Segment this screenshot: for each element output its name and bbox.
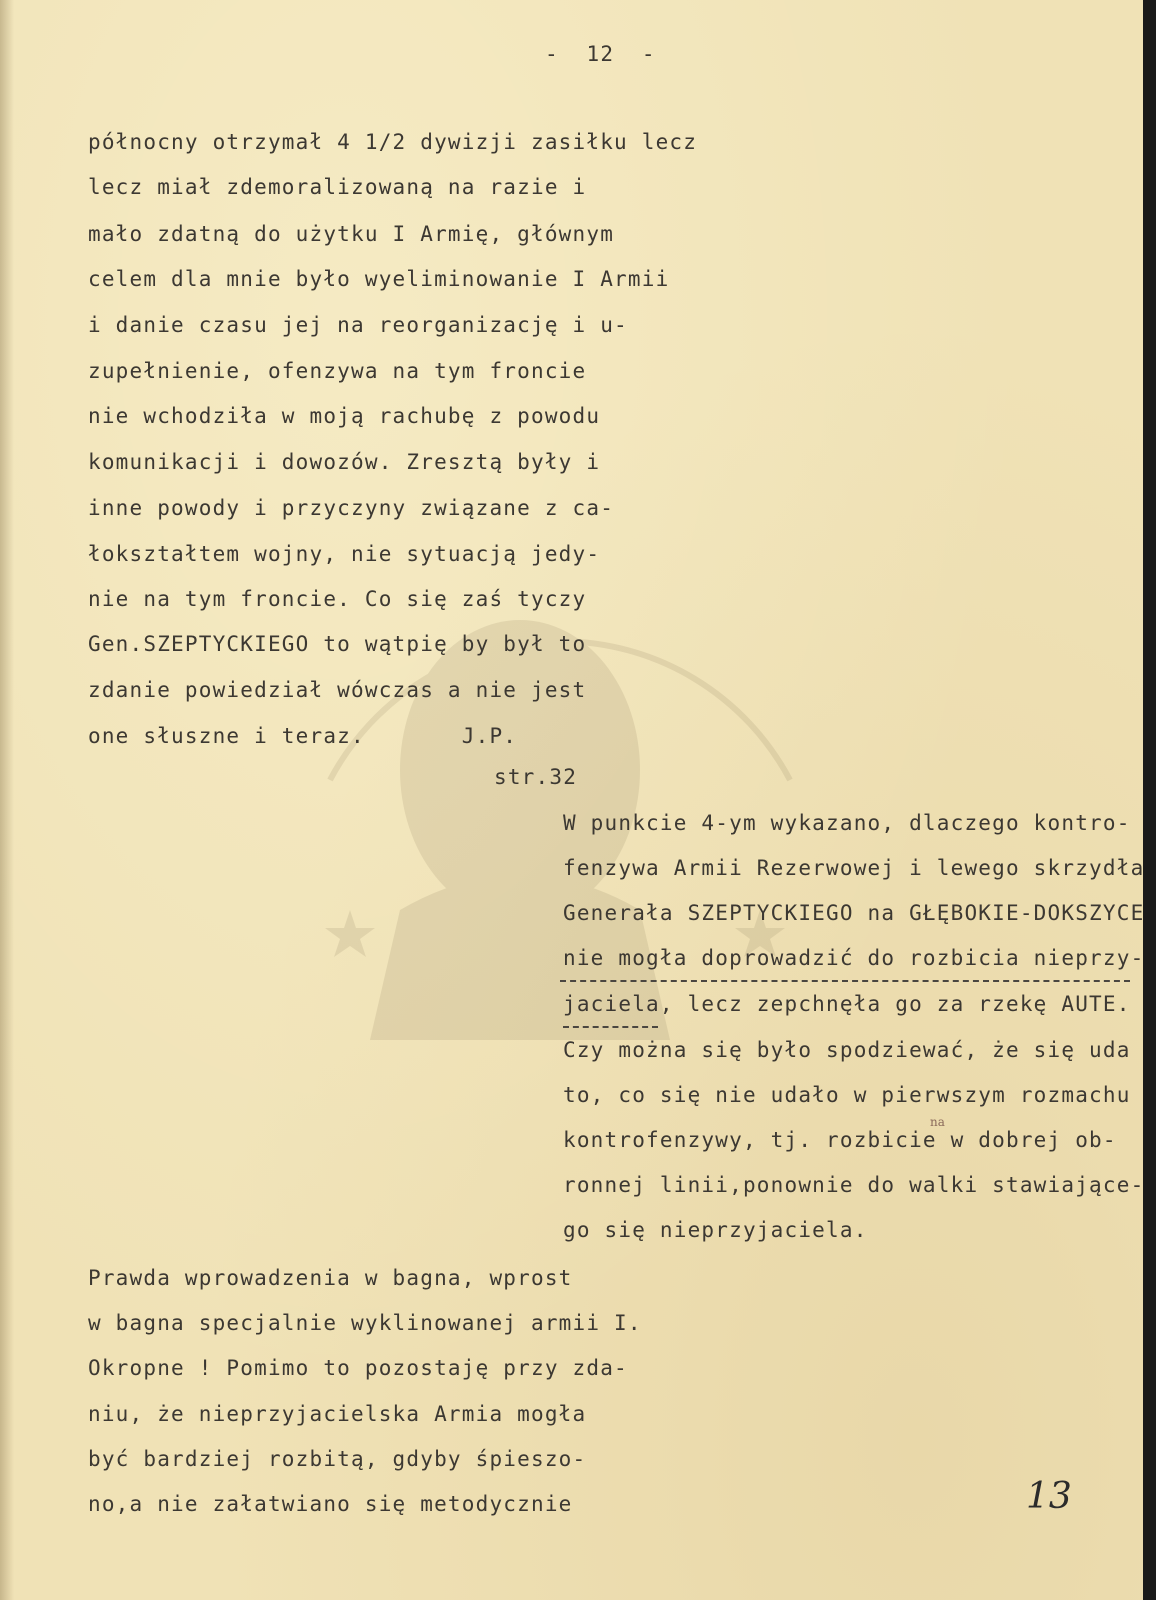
text-line: ronnej linii,ponownie do walki stawiające- — [563, 1173, 1145, 1197]
text-line: łokształtem wojny, nie sytuacją jedy- — [88, 542, 601, 566]
text-line: nie wchodziła w moją rachubę z powodu — [88, 404, 601, 428]
text-line: kontrofenzywy, tj. rozbicie w dobrej ob- — [563, 1128, 1117, 1152]
text-line: lecz miał zdemoralizowaną na razie i — [88, 175, 587, 199]
text-line: komunikacji i dowozów. Zresztą były i — [88, 450, 601, 474]
text-line: inne powody i przyczyny związane z ca- — [88, 496, 615, 520]
underline-dashes — [560, 980, 1130, 982]
text-line: go się nieprzyjaciela. — [563, 1218, 868, 1242]
underline-dashes — [563, 1026, 658, 1028]
page-reference: str.32 — [494, 765, 578, 789]
interlinear-note: na — [930, 1115, 945, 1129]
text-line: fenzywa Armii Rezerwowej i lewego skrzydła — [563, 856, 1145, 880]
text-line: Gen.SZEPTYCKIEGO to wątpię by był to — [88, 632, 587, 656]
text-line: niu, że nieprzyjacielska Armia mogła — [88, 1402, 587, 1426]
text-line: w bagna specjalnie wyklinowanej armii I. — [88, 1311, 642, 1335]
text-line: to, co się nie udało w pierwszym rozmachu — [563, 1083, 1131, 1107]
text-line: zdanie powiedział wówczas a nie jest — [88, 678, 587, 702]
page-edge-shadow — [0, 0, 14, 1600]
text-line: północny otrzymał 4 1/2 dywizji zasiłku lecz — [88, 130, 698, 154]
text-line: Okropne ! Pomimo to pozostaję przy zda- — [88, 1356, 628, 1380]
text-line: W punkcie 4-ym wykazano, dlaczego kontro- — [563, 811, 1131, 835]
text-line: celem dla mnie było wyeliminowanie I Armii — [88, 267, 670, 291]
text-line: być bardziej rozbitą, gdyby śpieszo- — [88, 1447, 587, 1471]
text-line: nie mogła doprowadzić do rozbicia nieprzy- — [563, 946, 1145, 970]
text-line: Prawda wprowadzenia w bagna, wprost — [88, 1266, 573, 1290]
text-line: mało zdatną do użytku I Armię, głównym — [88, 222, 615, 246]
text-line: jaciela, lecz zepchnęła go za rzekę AUTE. — [563, 992, 1131, 1016]
text-line: nie na tym froncie. Co się zaś tyczy — [88, 587, 587, 611]
text-line: Generała SZEPTYCKIEGO na GŁĘBOKIE-DOKSZYCE — [563, 901, 1145, 925]
text-line: Czy można się było spodziewać, że się uda — [563, 1038, 1131, 1062]
page-number: - 12 - — [545, 42, 656, 66]
handwritten-page-number: 13 — [1026, 1476, 1072, 1517]
text-line-signature: one słuszne i teraz. J.P. — [88, 724, 518, 748]
text-line: i danie czasu jej na reorganizację i u- — [88, 313, 628, 337]
text-line: zupełnienie, ofenzywa na tym froncie — [88, 359, 587, 383]
text-line: no,a nie załatwiano się metodycznie — [88, 1492, 573, 1516]
